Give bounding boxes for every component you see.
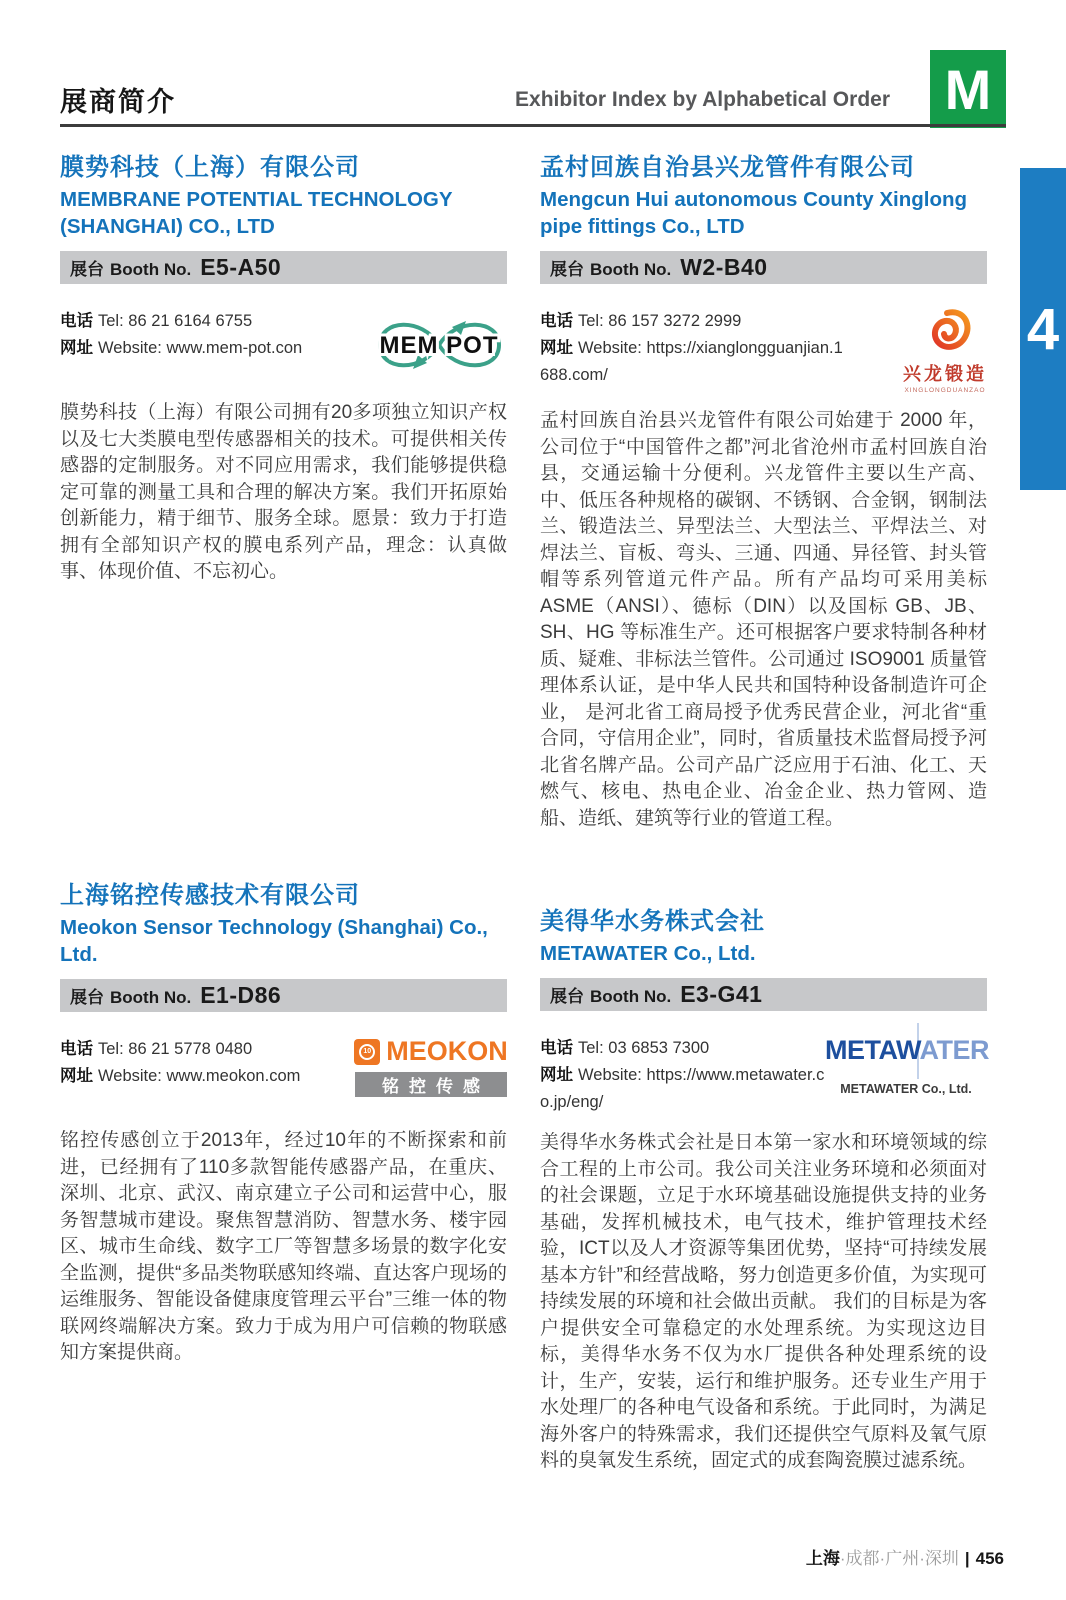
exhibitor-description: 孟村回族自治县兴龙管件有限公司始建于 2000 年，公司位于“中国管件之都”河北省沧州市孟村回族自治县，交通运输十分便利。兴龙管件主要以生产高、中、低压各种规格的碳钢、不锈钢、合金钢，钢制法兰、锻造法兰、异型法兰、大型法兰、平焊法兰、对焊法兰、盲板、弯头、三通、四通、异径管、封头管帽等系列管道元件产品。所有产品均可采用美标 ASME（ANSI）、德标（DIN）以及国标 GB、JB、SH、HG 等标准生产。还可根据客户要求特制各种材质、疑难、非标法兰管件。公司通过 ISO9001 质量管理体系认证，是中华人民共和国特种设备制造许可企业， 是河北省工商局授予优秀民营企业，河北省“重合同，守信用企业”，同时，省质量技术监督局授予河北省名牌产品。公司产品广泛应用于石油、化工、天燃气、核电、热电企业、冶金企业、热力管网、造船、造纸、建筑等行业的管道工程。 (540, 410, 987, 829)
footer-city-bold: 上海 (805, 1549, 840, 1568)
tel-value: 03 6853 7300 (608, 1039, 710, 1057)
mempot-logo (372, 308, 507, 386)
exhibitor-name-en: MEMBRANE POTENTIAL TECHNOLOGY (SHANGHAI) CO., LTD (60, 188, 453, 238)
booth-number: E3-G41 (680, 981, 763, 1007)
exhibitor-name-cn: 上海铭控传感技术有限公司 (60, 882, 360, 909)
exhibitor-description: 膜势科技（上海）有限公司拥有20多项独立知识产权以及七大类膜电型传感器相关的技术。可提供相关传感器的定制服务。对不同应用需求，我们能够提供稳定可靠的测量工具和合理的解决方案。我们开拓原始创新能力，精于细节、服务全球。愿景：致力于打造拥有全部知识产权的膜电系列产品，理念：认真做事、体现价值、不忘初心。 (60, 402, 507, 582)
alphabet-letter-badge: M (930, 50, 1006, 128)
metawater-logo-text-dark: METAW (825, 1035, 920, 1065)
exhibitor-name-en: Mengcun Hui autonomous County Xinglong pipe fittings Co., LTD (540, 188, 968, 238)
booth-label: 展台 Booth No. (550, 260, 672, 279)
website-line: 网址 Website: www.mem-pot.con (60, 339, 303, 357)
website-value: https://xianglongguanjian.1688.com/ (540, 339, 843, 384)
xinglong-logo-subtext: XINGLONGDUANZAO (904, 387, 986, 394)
tel-line: 电话 Tel: 86 21 5778 0480 (60, 1040, 253, 1058)
mempot-logo-text: MEM POT (379, 332, 499, 359)
dragon-spiral-icon (917, 308, 973, 358)
booth-label: 展台 Booth No. (70, 988, 192, 1007)
website-value: https://www.metawater.co.jp/eng/ (540, 1066, 825, 1111)
exhibitor-card-mempot (60, 152, 507, 586)
exhibitor-name-cn: 膜势科技（上海）有限公司 (60, 154, 360, 181)
exhibitor-name-en: Meokon Sensor Technology (Shanghai) Co., Ltd. (60, 916, 488, 966)
meokon-logo-cn: 铭控传感 (355, 1072, 507, 1097)
booth-bar (60, 251, 507, 284)
section-number-tab: 4 (1020, 168, 1066, 490)
booth-number: E5-A50 (200, 254, 282, 280)
meokon-logo (355, 1036, 507, 1114)
booth-bar (540, 978, 987, 1011)
contact-block (540, 308, 987, 394)
exhibitor-name-cn: 孟村回族自治县兴龙管件有限公司 (540, 154, 915, 181)
tel-line: 电话 Tel: 86 21 6164 6755 (60, 312, 253, 330)
booth-number: E1-D86 (200, 982, 282, 1008)
metawater-logo-text-light: ATER (919, 1035, 989, 1065)
exhibitor-description: 美得华水务株式会社是日本第一家水和环境领域的综合工程的上市公司。我公司关注业务环境和必须面对的社会课题，立足于水环境基础设施提供支持的业务基础，发挥机械技术，电气技术，维护管理技术经验，ICT以及人才资源等集团优势，坚持“可持续发展基本方针”和经营战略，努力创造更多价值，为实现可持续发展的环境和社会做出贡献。 我们的目标是为客户提供安全可靠稳定的水处理系统。为实现这边目标，美得华水务不仅为水厂提供各种处理系统的设计，生产，安装，运行和维护服务。还专业生产用于水处理厂的各种电气设备和系统。于此同时，为满足海外客户的特殊需求，我们还提供空气原料及氧气原料的臭氧发生系统，固定式的成套陶瓷膜过滤系统。 (540, 1132, 987, 1471)
footer-separator: | (964, 1549, 970, 1568)
exhibitor-description: 铭控传感创立于2013年，经过10年的不断探索和前进，已经拥有了110多款智能传感器产品，在重庆、深圳、北京、武汉、南京建立子公司和运营中心，服务智慧城市建设。聚焦智慧消防、智慧水务、楼宇园区、城市生命线、数字工厂等智慧多场景的数字化安全监测，提供“多品类物联感知终端、直达客户现场的运维服务、智能设备健康度管理云平台”三维一体的物联网终端解决方案。致力于成为用户可信赖的物联感知方案提供商。 (60, 1130, 507, 1363)
footer-cities: ·成都·广州·深圳 (839, 1549, 959, 1568)
exhibitor-card-xinglong (540, 152, 987, 832)
metawater-logo-caption: METAWATER Co., Ltd. (840, 1082, 972, 1096)
page-number: 456 (975, 1549, 1004, 1568)
booth-label: 展台 Booth No. (70, 260, 192, 279)
website-value: www.meokon.com (166, 1067, 301, 1085)
exhibitor-name-en: METAWATER Co., Ltd. (540, 942, 756, 965)
contact-block (60, 308, 507, 386)
tel-line: 电话 Tel: 03 6853 7300 (540, 1039, 710, 1057)
booth-bar (60, 979, 507, 1012)
tel-value: 86 21 6164 6755 (128, 312, 253, 330)
website-line: 网址 Website: www.meokon.com (60, 1067, 301, 1085)
infinity-loop-icon (372, 308, 507, 382)
website-line: 网址 Website: https://www.metawater.co.jp/eng/ (540, 1066, 825, 1111)
metawater-logo (825, 1035, 987, 1116)
xinglong-logo (903, 308, 987, 394)
page-title-en: Exhibitor Index by Alphabetical Order (515, 88, 890, 111)
contact-block (540, 1035, 987, 1116)
tel-value: 86 21 5778 0480 (128, 1040, 253, 1058)
exhibitor-name-cn: 美得华水务株式会社 (540, 908, 765, 935)
header-divider (60, 124, 1006, 127)
meokon-logo-text: MEOKON (386, 1036, 508, 1066)
booth-number: W2-B40 (680, 254, 768, 280)
website-line: 网址 Website: https://xianglongguanjian.1688.com/ (540, 339, 843, 384)
exhibitor-card-meokon (60, 880, 507, 1367)
booth-bar (540, 251, 987, 284)
tel-value: 86 157 3272 2999 (608, 312, 742, 330)
tel-line: 电话 Tel: 86 157 3272 2999 (540, 312, 742, 330)
page-footer (806, 1544, 1004, 1569)
contact-block (60, 1036, 507, 1114)
booth-label: 展台 Booth No. (550, 987, 672, 1006)
meokon-badge-icon: 10 (354, 1039, 380, 1065)
website-value: www.mem-pot.con (166, 339, 303, 357)
page-title-cn: 展商简介 (60, 87, 176, 117)
xinglong-logo-text: 兴龙锻造 (903, 364, 987, 384)
exhibitor-card-metawater (540, 906, 987, 1475)
